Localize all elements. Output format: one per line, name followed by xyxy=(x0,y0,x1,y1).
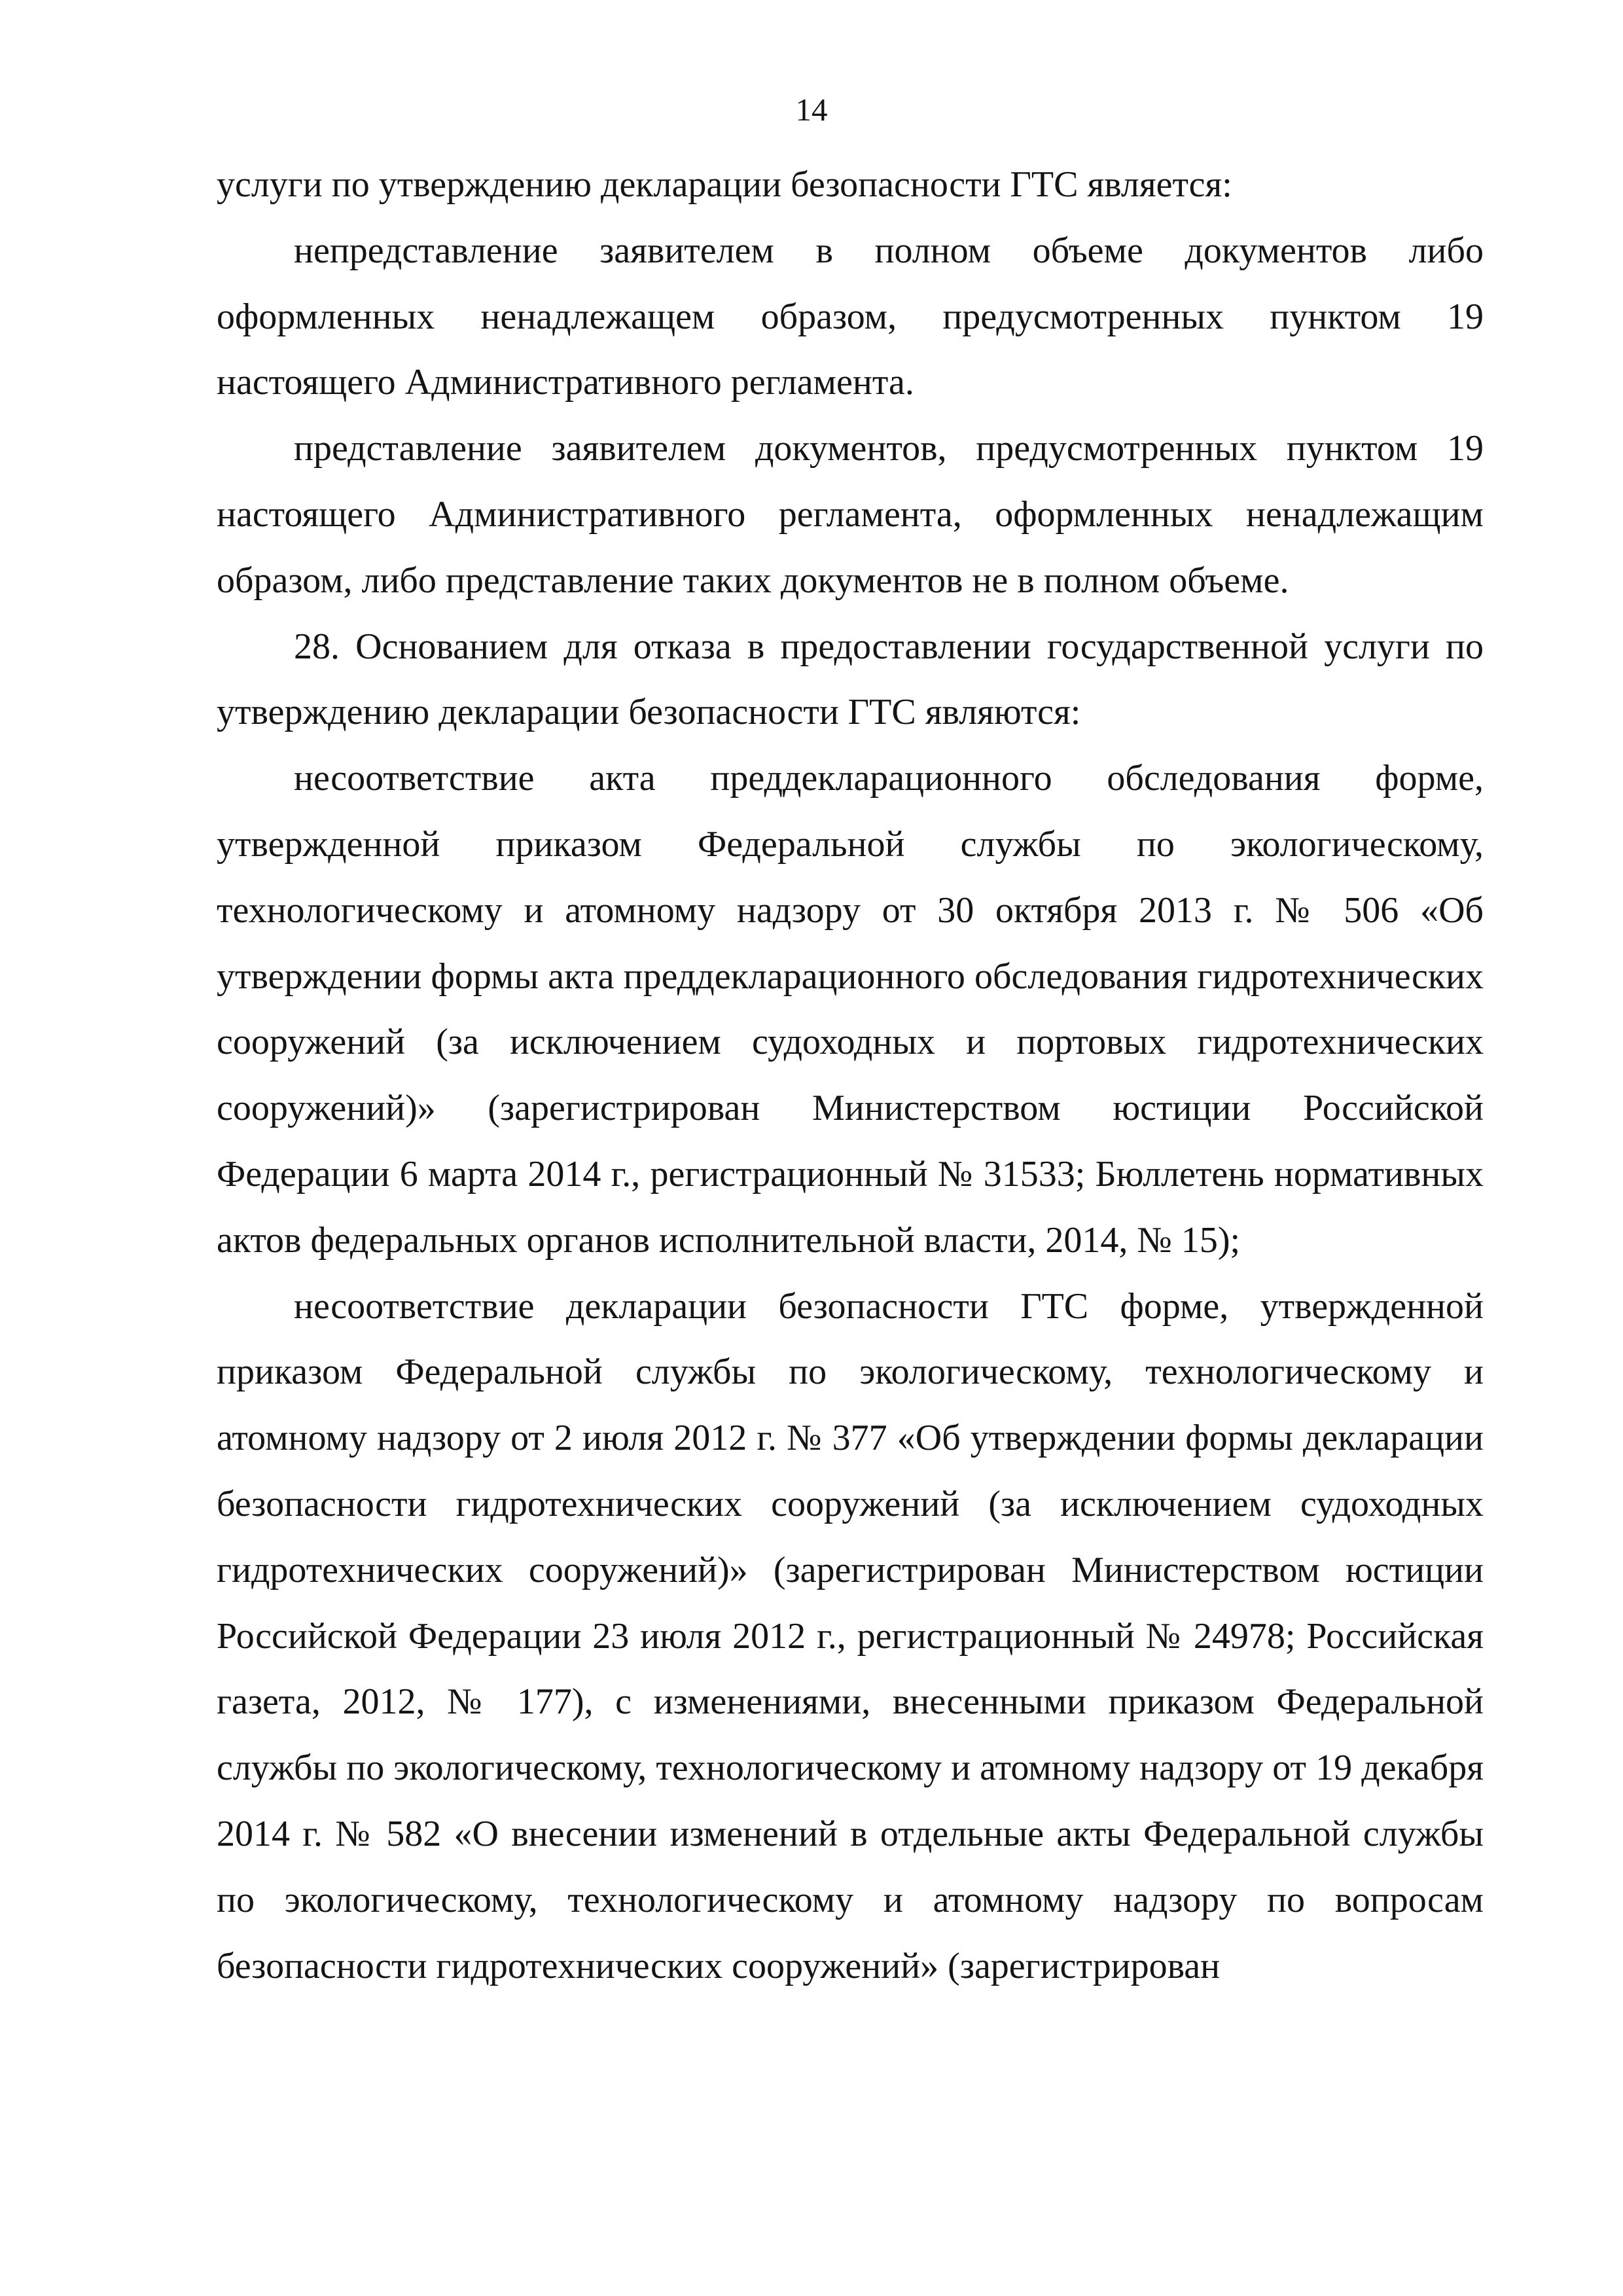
page-number: 14 xyxy=(795,92,828,128)
paragraph-continuation: услуги по утверждению декларации безопасности ГТС является: xyxy=(217,164,1232,205)
paragraph-clause-28: 28. Основанием для отказа в предоставлении государственной услуги по утверждению декларации безопасности ГТС являются: xyxy=(217,626,1484,733)
body-text xyxy=(217,152,1484,1999)
paragraph-non-submission: непредставление заявителем в полном объеме документов либо оформленных ненадлежащем образом, предусмотренных пунктом 19 настоящего Административного регламента. xyxy=(217,230,1484,403)
paragraph-inspection-act-mismatch: несоответствие акта преддекларационного обследования форме, утвержденной приказом Федеральной службы по экологическому, технологическому и атомному надзору от 30 октября 2013 г. № 506 «Об утверждении формы акта преддекларационного обследования гидротехнических сооружений (за исключением судоходных и портовых гидротехнических сооружений)» (зарегистрирован Министерством юстиции Российской Федерации 6 марта 2014 г., регистрационный № 31533; Бюллетень нормативных актов федеральных органов исполнительной власти, 2014, № 15); xyxy=(217,758,1484,1261)
paragraph-improper-submission: представление заявителем документов, предусмотренных пунктом 19 настоящего Административного регламента, оформленных ненадлежащим образом, либо представление таких документов не в полном объеме. xyxy=(217,428,1484,601)
paragraph-declaration-mismatch: несоответствие декларации безопасности ГТС форме, утвержденной приказом Федеральной службы по экологическому, технологическому и атомному надзору от 2 июля 2012 г. № 377 «Об утверждении формы декларации безопасности гидротехнических сооружений (за исключением судоходных гидротехнических сооружений)» (зарегистрирован Министерством юстиции Российской Федерации 23 июля 2012 г., регистрационный № 24978; Российская газета, 2012, № 177), с изменениями, внесенными приказом Федеральной службы по экологическому, технологическому и атомному надзору от 19 декабря 2014 г. № 582 «О внесении изменений в отдельные акты Федеральной службы по экологическому, технологическому и атомному надзору по вопросам безопасности гидротехнических сооружений» (зарегистрирован xyxy=(217,1285,1484,1986)
